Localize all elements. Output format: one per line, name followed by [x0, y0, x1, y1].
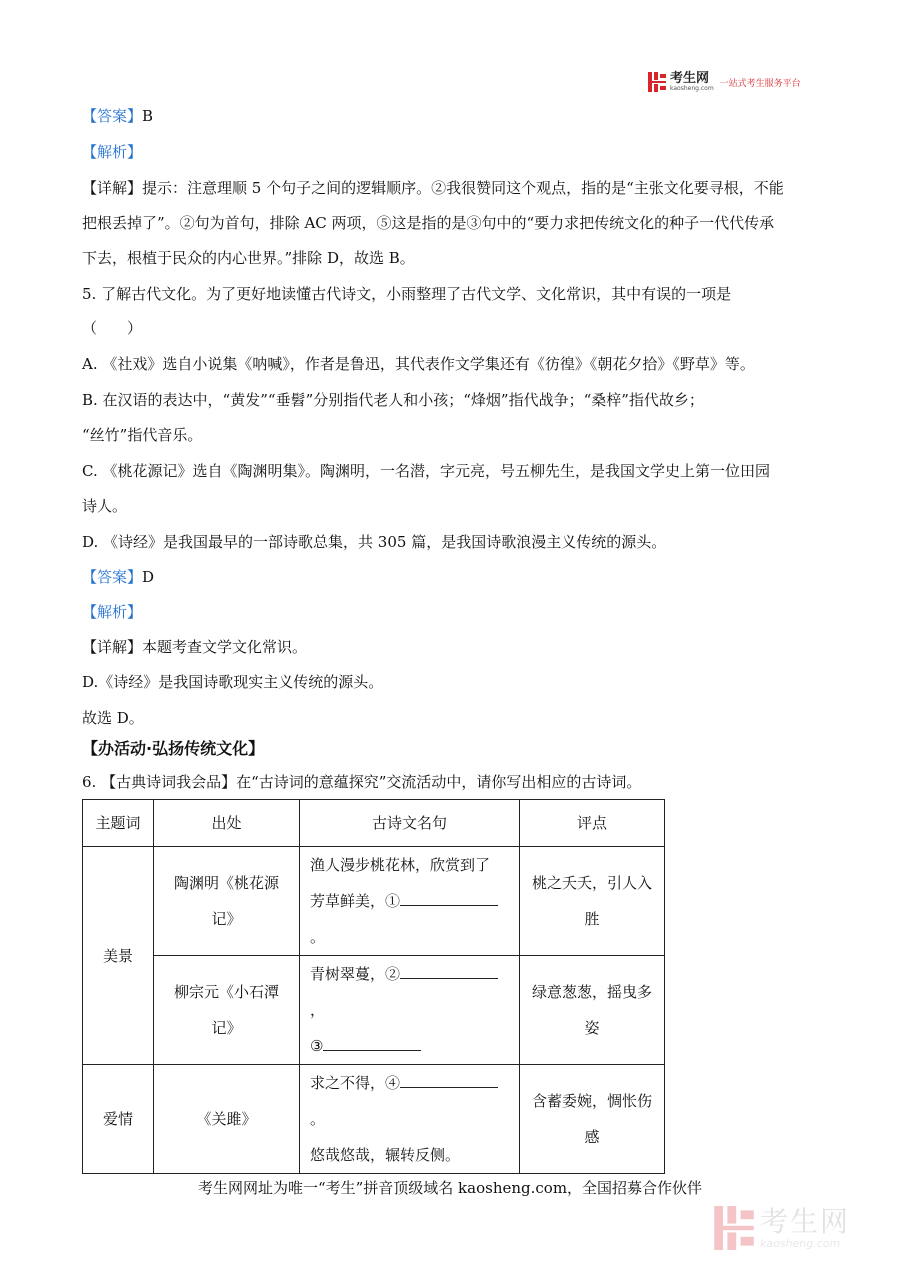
- answer-tag: 【答案】: [82, 568, 143, 586]
- answer-value: B: [142, 107, 154, 125]
- verse-cell: 青树翠蔓，②， ③: [300, 956, 520, 1065]
- q5-option-b-cont: “丝竹”指代音乐。: [82, 426, 203, 444]
- analysis-tag: 【解析】: [82, 143, 143, 161]
- q4-analysis: [82, 142, 142, 162]
- q5-option-c: C. 《桃花源记》选自《陶渊明集》。陶渊明，一名潜，字元亮，号五柳先生，是我国文学史上第一位田园: [82, 462, 770, 480]
- header-logo: [648, 70, 818, 94]
- comment-cell: 绿意葱葱，摇曳多 姿: [520, 956, 665, 1065]
- verse-cell: 渔人漫步桃花林，欣赏到了 芳草鲜美，①。: [300, 847, 520, 956]
- q4-detail-line-3: 下去，根植于民众的内心世界。”排除 D，故选 B。: [82, 249, 415, 267]
- watermark: [714, 1200, 884, 1256]
- q4-answer: [82, 106, 153, 126]
- q5-option-c-cont: 诗人。: [82, 497, 128, 515]
- answer-blank-2[interactable]: [400, 960, 498, 979]
- q5-detail: [82, 637, 307, 657]
- source-cell: 柳宗元《小石潭 记》: [154, 956, 300, 1065]
- table-row: [83, 1065, 665, 1174]
- watermark-domain: kaosheng.com: [760, 1236, 841, 1250]
- q5-detail-line-2: D.《诗经》是我国诗歌现实主义传统的源头。: [82, 673, 384, 691]
- answer-tag: 【答案】: [82, 107, 143, 125]
- logo-slogan: 一站式考生服务平台: [719, 78, 801, 89]
- q5-option-b: B. 在汉语的表达中，“黄发”“垂髫”分别指代老人和小孩；“烽烟”指代战争；“桑梓”指代故乡；: [82, 391, 704, 409]
- table-row: [83, 956, 665, 1065]
- answer-blank-1[interactable]: [400, 887, 498, 906]
- answer-value: D: [142, 568, 155, 586]
- q5-option-a: A. 《社戏》选自小说集《呐喊》，作者是鲁迅，其代表作文学集还有《彷徨》《朝花夕拾》《野草》等。: [82, 355, 755, 373]
- verse-cell: 求之不得，④。 悠哉悠哉，辗转反侧。: [300, 1065, 520, 1174]
- header-verse: 古诗文名句: [300, 800, 520, 847]
- q5-conclusion: 故选 D。: [82, 709, 144, 727]
- header-comment: 评点: [520, 800, 665, 847]
- page-footer: 考生网网址为唯一“考生”拼音顶级域名 kaosheng.com，全国招募合作伙伴: [197, 1179, 703, 1197]
- q5-option-d: D. 《诗经》是我国最早的一部诗歌总集，共 305 篇，是我国诗歌浪漫主义传统的源头。: [82, 533, 667, 551]
- detail-tag: 【详解】: [82, 179, 143, 197]
- source-cell: 《关雎》: [154, 1065, 300, 1174]
- source-cell: 陶渊明《桃花源 记》: [154, 847, 300, 956]
- poetry-table: [82, 799, 665, 1174]
- analysis-tag: 【解析】: [82, 603, 143, 621]
- logo-name: 考生网: [670, 71, 710, 86]
- q5-stem-line-1: 5. 了解古代文化。为了更好地读懂古代诗文，小雨整理了古代文学、文化常识，其中有误的一项是: [82, 285, 732, 303]
- theme-cell: 美景: [83, 847, 154, 1065]
- watermark-logo-icon: [714, 1206, 754, 1250]
- q5-analysis: [82, 602, 142, 622]
- watermark-name: 考生网: [760, 1204, 851, 1238]
- answer-blank-3[interactable]: [323, 1032, 421, 1051]
- comment-cell: 桃之夭夭，引人入 胜: [520, 847, 665, 956]
- kaosheng-logo-icon: [648, 72, 666, 92]
- q6-stem: 6. 【古典诗词我会品】在“古诗词的意蕴探究”交流活动中，请你写出相应的古诗词。: [82, 773, 642, 791]
- comment-cell: 含蓄委婉，惆怅伤 感: [520, 1065, 665, 1174]
- detail-tag: 【详解】: [82, 638, 143, 656]
- logo-domain: kaosheng.com: [670, 85, 714, 92]
- detail-text: 提示：注意理顺 5 个句子之间的逻辑顺序。②我很赞同这个观点，指的是“主张文化要寻根，不能: [142, 179, 784, 197]
- q5-stem-line-2: （ ）: [82, 319, 143, 337]
- header-source: 出处: [154, 800, 300, 847]
- q5-answer: [82, 567, 154, 587]
- detail-text: 本题考查文学文化常识。: [142, 638, 308, 656]
- header-theme: 主题词: [83, 800, 154, 847]
- q4-detail-line-1: [82, 178, 784, 198]
- table-header-row: [83, 800, 665, 847]
- section-heading: 【办活动·弘扬传统文化】: [82, 739, 265, 758]
- table-row: [83, 847, 665, 956]
- answer-blank-4[interactable]: [400, 1069, 498, 1088]
- q4-detail-line-2: 把根丢掉了”。②句为首句，排除 AC 两项，⑤这是指的是③句中的“要力求把传统文化的种子一代代传承: [82, 214, 775, 232]
- theme-cell: 爱情: [83, 1065, 154, 1174]
